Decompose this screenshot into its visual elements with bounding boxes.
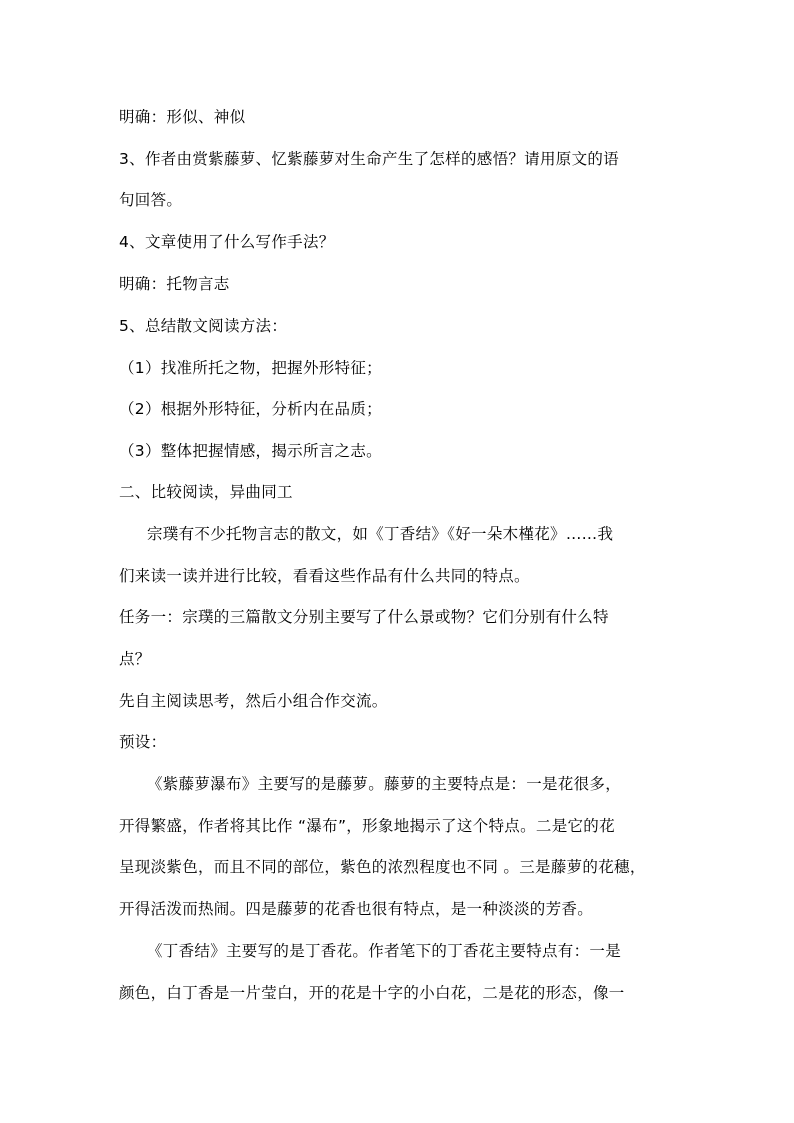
question-3-line-2: 句回答。 xyxy=(119,191,183,209)
section-heading: 二、比较阅读，异曲同工 xyxy=(119,483,293,501)
paragraph-2-line-2: 开得繁盛，作者将其比作 “瀑布”，形象地揭示了这个特点。二是它的花 xyxy=(119,817,615,835)
paragraph-2-line-4: 开得活泼而热闹。四是藤萝的花香也很有特点，是一种淡淡的芳香。 xyxy=(119,900,594,918)
paragraph-2-line-3: 呈现淡紫色，而且不同的部位，紫色的浓烈程度也不同 。三是藤萝的花穗， xyxy=(119,858,646,876)
task-1-line-1: 任务一：宗璞的三篇散文分别主要写了什么景或物？它们分别有什么特 xyxy=(119,608,609,626)
method-item-3: （3）整体把握情感，揭示所言之志。 xyxy=(119,442,382,460)
paragraph-2-line-1: 《紫藤萝瀑布》主要写的是藤萝。藤萝的主要特点是：一是花很多， xyxy=(147,775,622,793)
question-5: 5、总结散文阅读方法： xyxy=(119,317,288,335)
answer-line-1: 明确：形似、神似 xyxy=(119,108,246,126)
question-4: 4、文章使用了什么写作手法？ xyxy=(119,233,335,251)
answer-line-2: 明确：托物言志 xyxy=(119,275,230,293)
paragraph-1-line-1: 宗璞有不少托物言志的散文，如《丁香结》《好一朵木槿花》……我 xyxy=(147,525,614,543)
instruction-line: 先自主阅读思考，然后小组合作交流。 xyxy=(119,692,388,710)
method-item-1: （1）找准所托之物，把握外形特征； xyxy=(119,359,382,377)
paragraph-1-line-2: 们来读一读并进行比较，看看这些作品有什么共同的特点。 xyxy=(119,567,530,585)
task-1-line-2: 点？ xyxy=(119,650,151,668)
paragraph-3-line-1: 《丁香结》主要写的是丁香花。作者笔下的丁香花主要特点有：一是 xyxy=(147,942,622,960)
question-3-line-1: 3、作者由赏紫藤萝、忆紫藤萝对生命产生了怎样的感悟？请用原文的语 xyxy=(119,150,619,168)
paragraph-3-line-2: 颜色，白丁香是一片莹白，开的花是十字的小白花，二是花的形态，像一 xyxy=(119,984,625,1002)
preset-label: 预设： xyxy=(119,733,167,751)
method-item-2: （2）根据外形特征，分析内在品质； xyxy=(119,400,382,418)
